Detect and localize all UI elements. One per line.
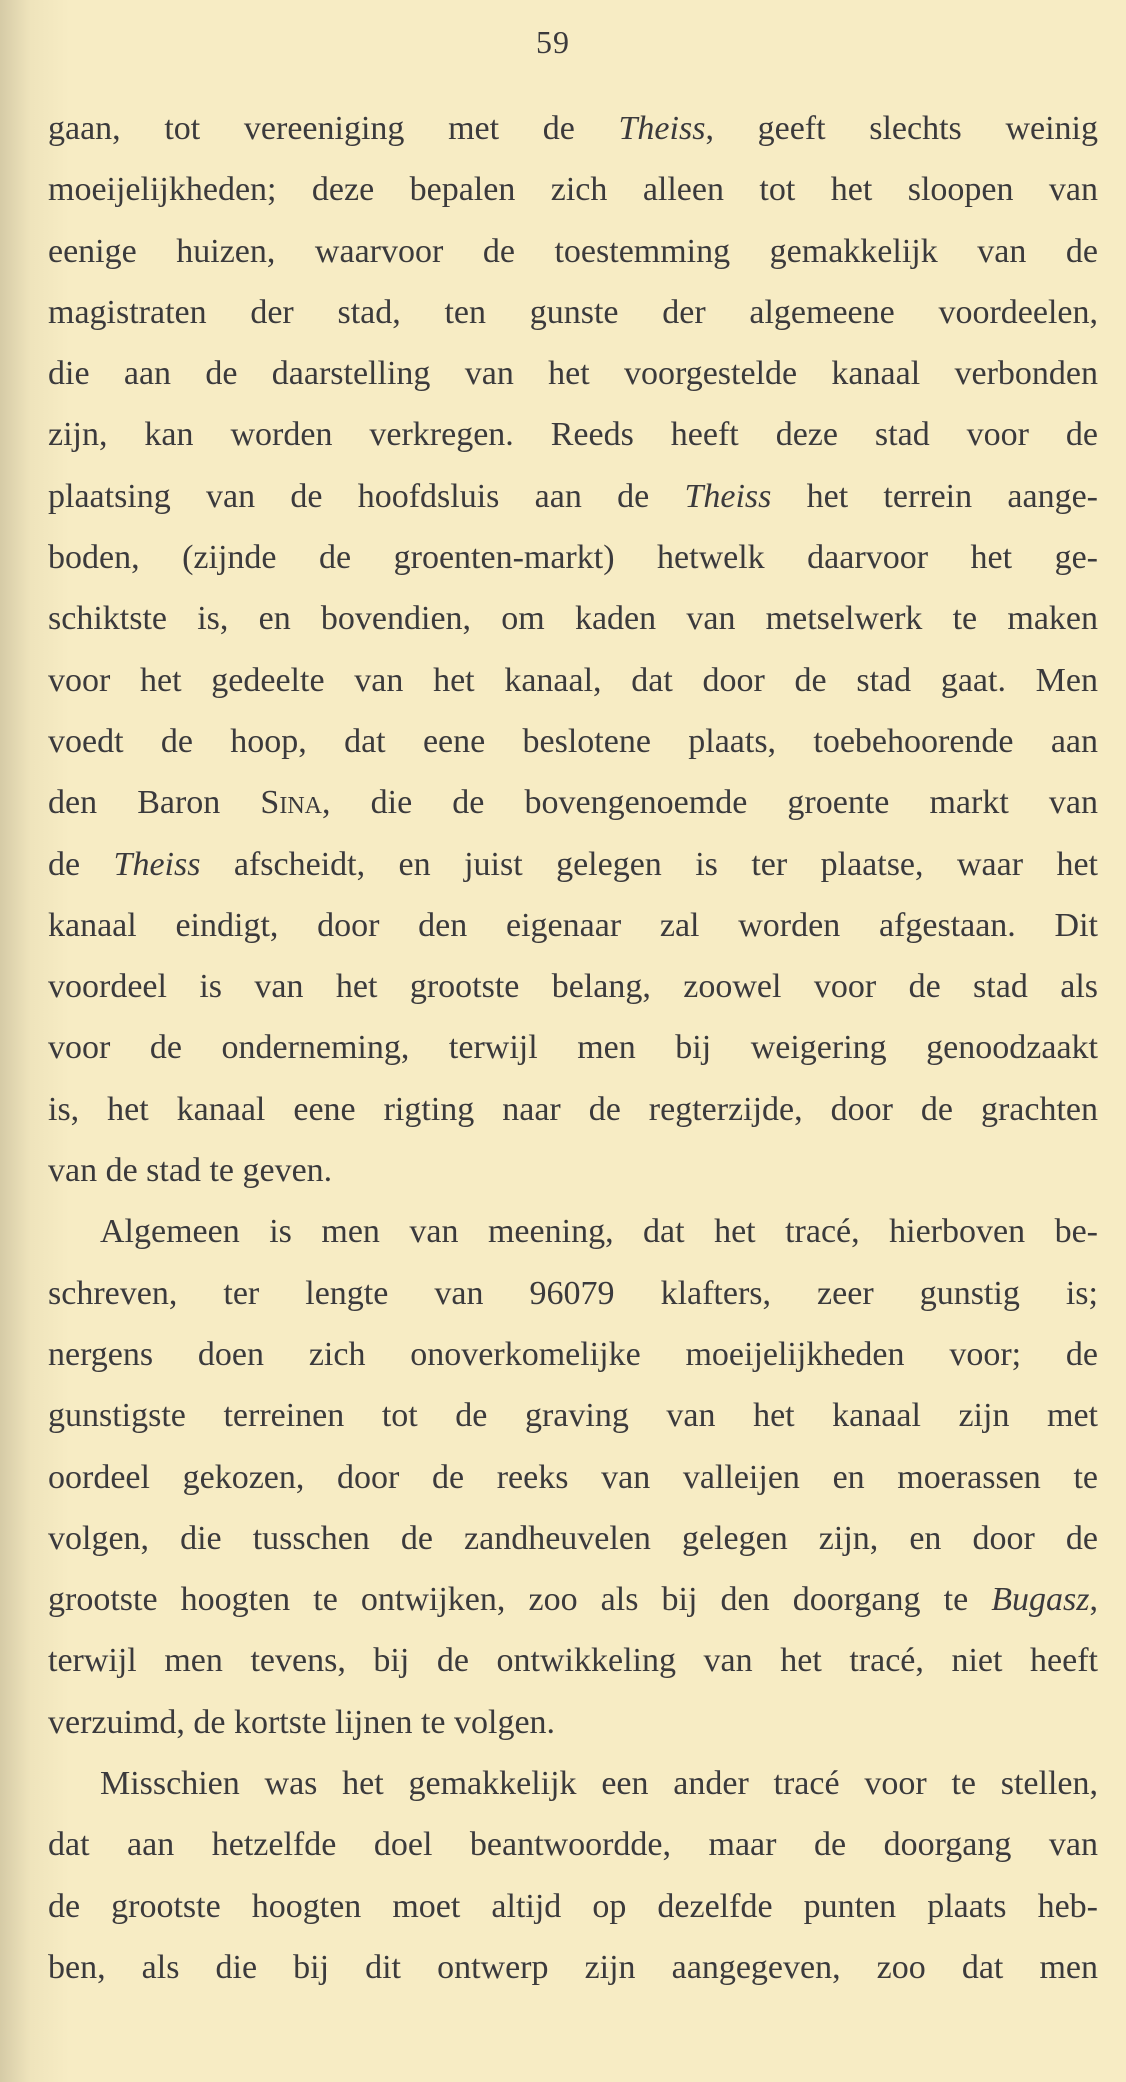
- text-line: voordeel is van het grootste belang, zoowel voor de stad als: [48, 968, 1098, 1006]
- text-line: gunstigste terreinen tot de graving van het kanaal zijn met: [48, 1397, 1098, 1435]
- text-line: de Theiss afscheidt, en juist gelegen is ter plaatse, waar het: [48, 845, 1098, 883]
- text-line: den Baron Sina, die de bovengenoemde groente markt van: [48, 784, 1098, 822]
- text-line: schreven, ter lengte van 96079 klafters, zeer gunstig is;: [48, 1274, 1098, 1312]
- text-line: van de stad te geven.: [48, 1152, 333, 1190]
- text-line: Misschien was het gemakkelijk een ander tracé voor te stellen,: [100, 1765, 1098, 1803]
- text-line: schiktste is, en bovendien, om kaden van metselwerk te maken: [48, 600, 1098, 638]
- paragraph: [48, 1201, 1098, 1753]
- page-number: 59: [536, 24, 570, 60]
- text-line: die aan de daarstelling van het voorgestelde kanaal verbonden: [48, 355, 1098, 393]
- text-line: nergens doen zich onoverkomelijke moeijelijkheden voor; de: [48, 1335, 1098, 1373]
- text-line: voedt de hoop, dat eene beslotene plaats, toebehoorende aan: [48, 722, 1098, 760]
- paragraph: [48, 98, 1098, 1201]
- text-line: gaan, tot vereeniging met de Theiss, geeft slechts weinig: [48, 110, 1098, 147]
- text-line: voor het gedeelte van het kanaal, dat door de stad gaat. Men: [48, 661, 1098, 699]
- text-line: terwijl men tevens, bij de ontwikkeling van het tracé, niet heeft: [48, 1642, 1098, 1680]
- text-line: boden, (zijnde de groenten-markt) hetwelk daarvoor het ge-: [48, 539, 1098, 577]
- text-line: dat aan hetzelfde doel beantwoordde, maar de doorgang van: [48, 1826, 1098, 1864]
- text-line: is, het kanaal eene rigting naar de regterzijde, door de grachten: [48, 1090, 1098, 1128]
- text-line: plaatsing van de hoofdsluis aan de Theiss het terrein aange-: [48, 477, 1098, 515]
- text-line: eenige huizen, waarvoor de toestemming gemakkelijk van de: [48, 232, 1098, 270]
- text-line: verzuimd, de kortste lijnen te volgen.: [48, 1703, 556, 1741]
- paragraph: [48, 1753, 1098, 1998]
- text-line: de grootste hoogten moet altijd op dezelfde punten plaats heb-: [48, 1887, 1098, 1925]
- text-line: magistraten der stad, ten gunste der algemeene voordeelen,: [48, 293, 1098, 331]
- text-line: Algemeen is men van meening, dat het tracé, hierboven be-: [100, 1213, 1098, 1251]
- text-line: ben, als die bij dit ontwerp zijn aangegeven, zoo dat men: [48, 1948, 1098, 1986]
- text-line: oordeel gekozen, door de reeks van valleijen en moerassen te: [48, 1458, 1098, 1496]
- text-line: zijn, kan worden verkregen. Reeds heeft deze stad voor de: [48, 416, 1098, 454]
- text-line: moeijelijkheden; deze bepalen zich alleen tot het sloopen van: [48, 171, 1098, 209]
- text-line: voor de onderneming, terwijl men bij weigering genoodzaakt: [48, 1029, 1098, 1067]
- text-line: kanaal eindigt, door den eigenaar zal worden afgestaan. Dit: [48, 906, 1098, 944]
- body-text: [48, 98, 1098, 1998]
- text-line: volgen, die tusschen de zandheuvelen gelegen zijn, en door de: [48, 1519, 1098, 1557]
- text-line: grootste hoogten te ontwijken, zoo als bij den doorgang te Bugasz,: [48, 1581, 1098, 1619]
